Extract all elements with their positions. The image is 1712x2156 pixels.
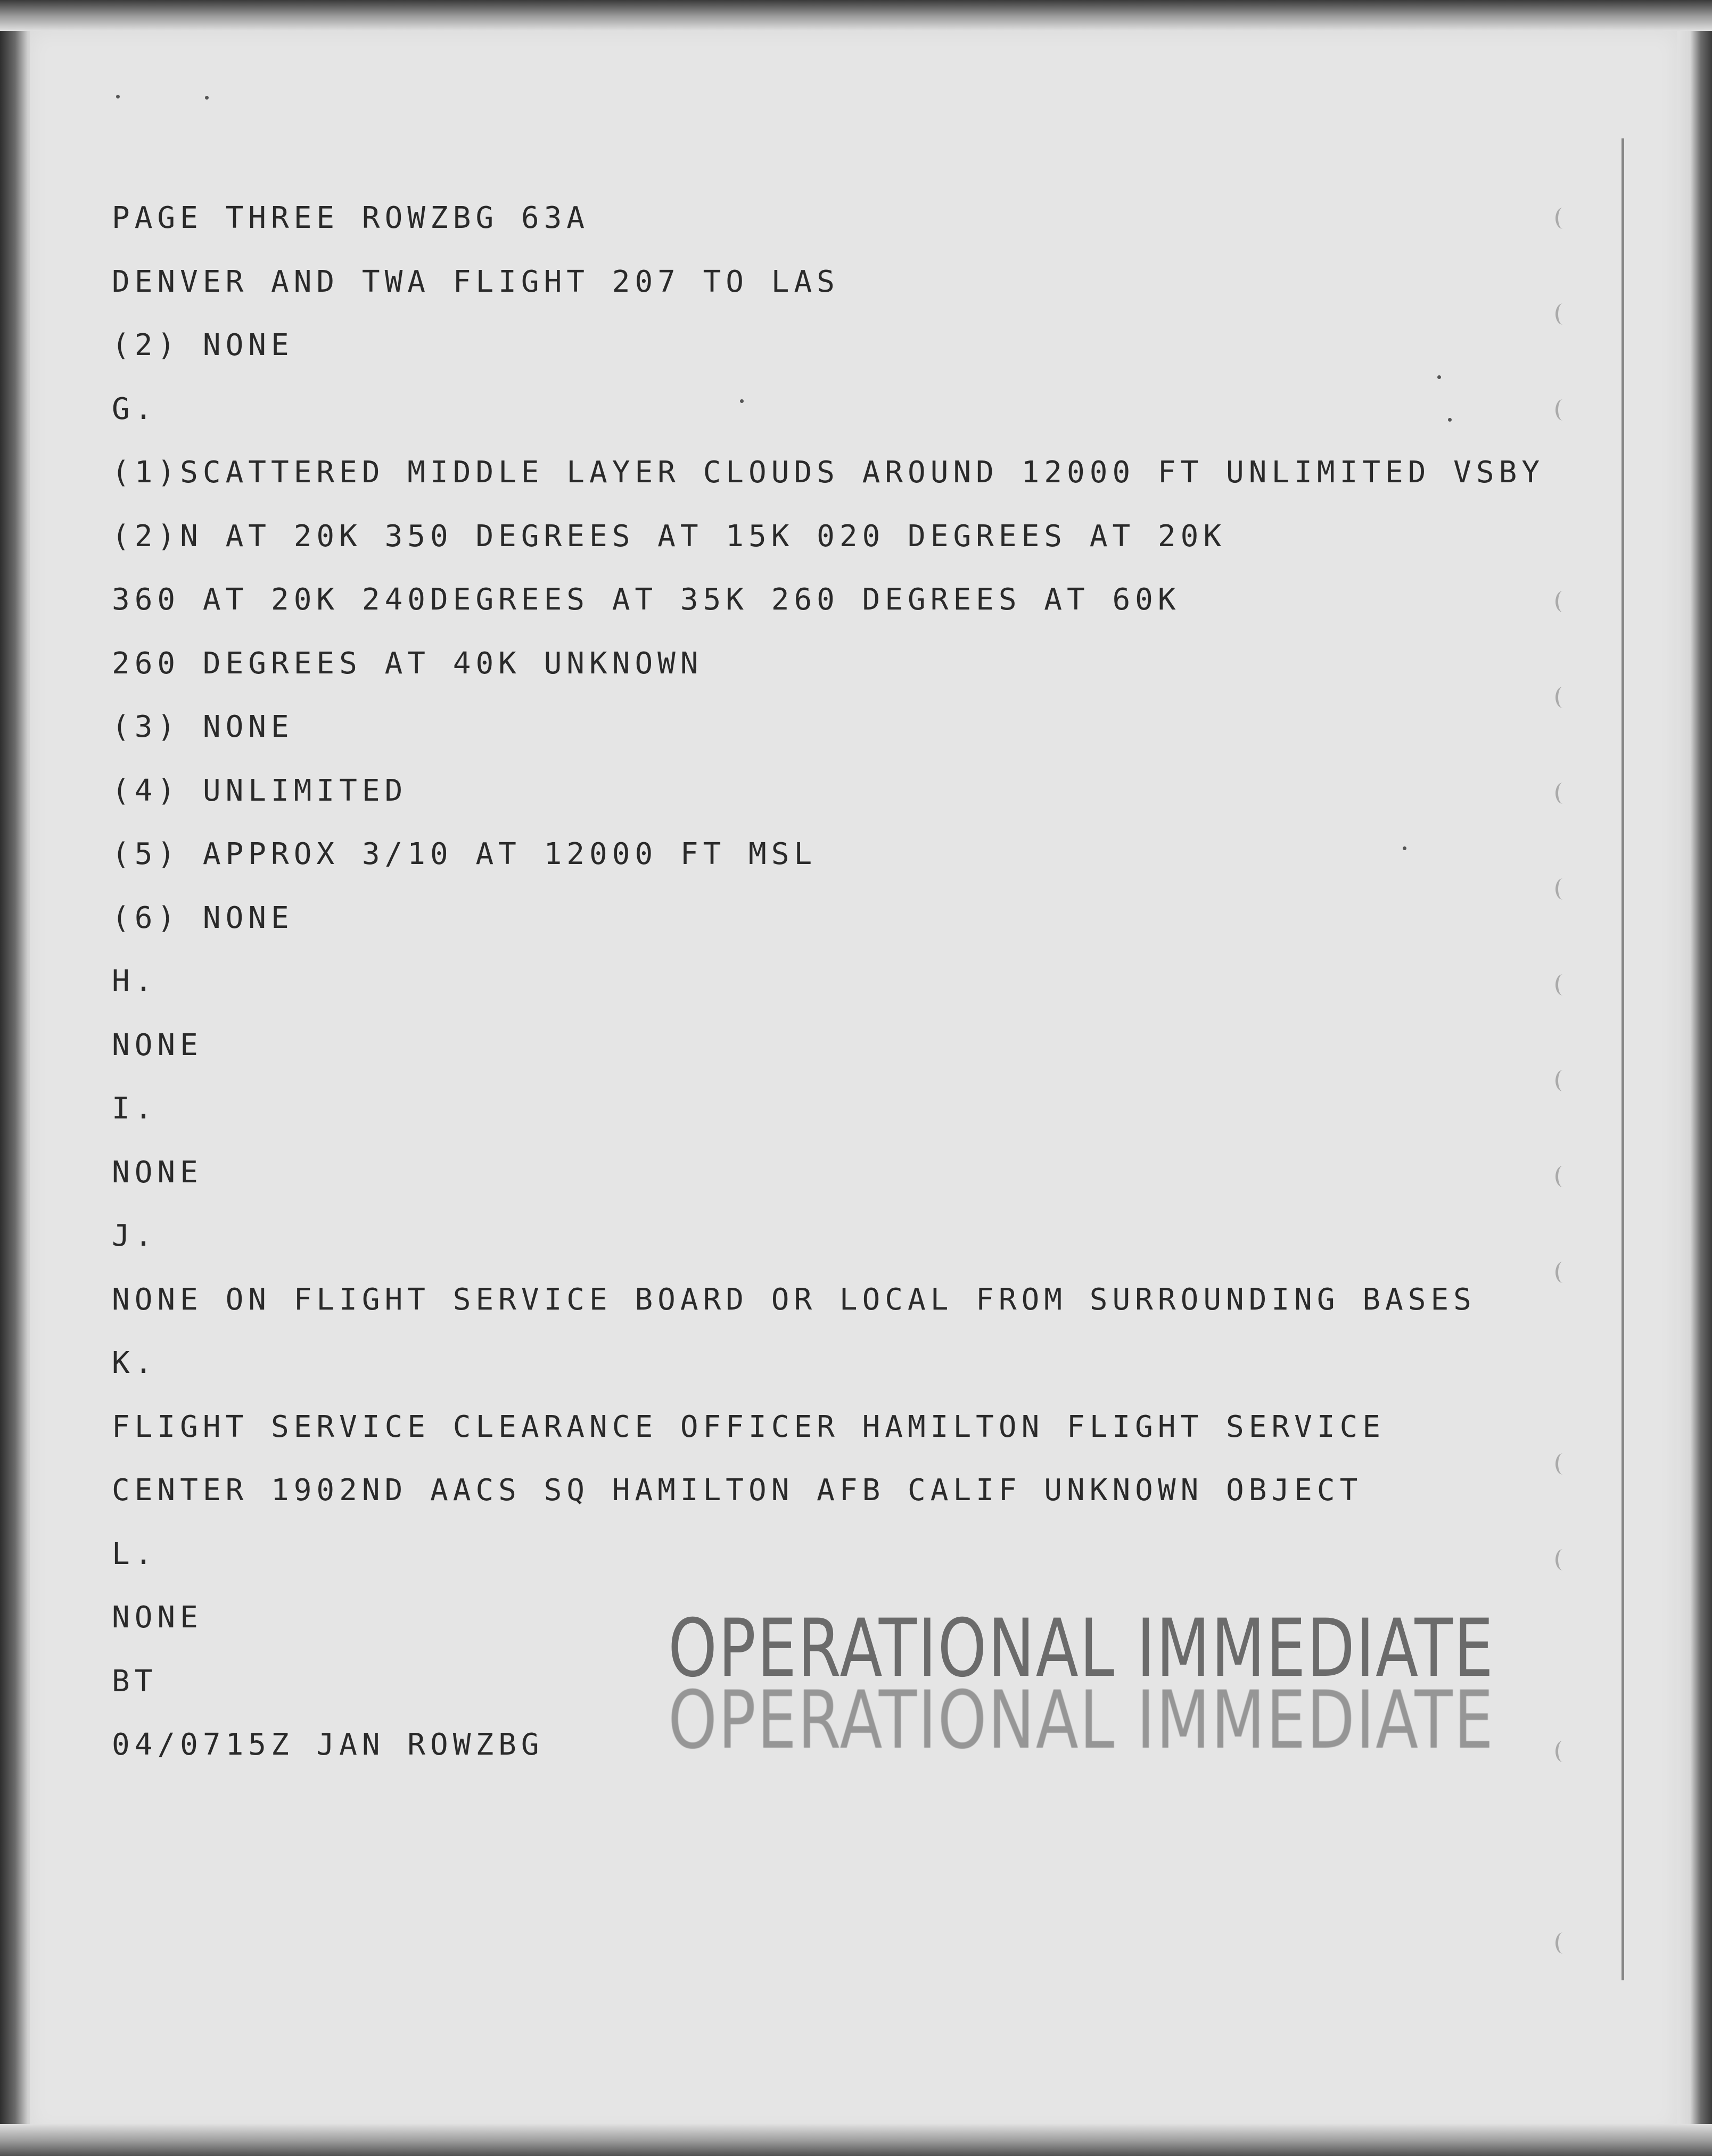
feed-hole — [1555, 1741, 1570, 1762]
feed-hole — [1555, 1549, 1570, 1570]
message-line: (6) NONE — [112, 900, 294, 935]
feed-hole — [1555, 303, 1570, 325]
message-line: L. — [112, 1536, 158, 1571]
message-line: G. — [112, 391, 158, 426]
message-line: (1)SCATTERED MIDDLE LAYER CLOUDS AROUND 12000 FT UNLIMITED VSBY — [112, 455, 1545, 490]
feed-hole — [1555, 1262, 1570, 1283]
message-line: BT — [112, 1664, 158, 1699]
feed-hole — [1555, 1453, 1570, 1475]
message-line: NONE — [112, 1600, 203, 1635]
feed-hole — [1555, 208, 1570, 229]
message-line: FLIGHT SERVICE CLEARANCE OFFICER HAMILTON FLIGHT SERVICE — [112, 1409, 1386, 1444]
feed-hole — [1555, 1166, 1570, 1187]
message-line: I. — [112, 1091, 158, 1126]
tractor-feed-edge — [1622, 138, 1624, 1980]
message-line: (4) UNLIMITED — [112, 773, 408, 808]
message-line: 04/0715Z JAN ROWZBG — [112, 1727, 544, 1762]
message-line: 260 DEGREES AT 40K UNKNOWN — [112, 646, 703, 681]
feed-hole — [1555, 1932, 1570, 1954]
message-line: CENTER 1902ND AACS SQ HAMILTON AFB CALIF UNKNOWN OBJECT — [112, 1473, 1363, 1508]
message-line: J. — [112, 1219, 158, 1253]
precedence-stamp — [668, 1602, 1495, 1767]
message-line: (3) NONE — [112, 710, 294, 744]
scan-speck — [116, 95, 120, 98]
message-line: NONE — [112, 1155, 203, 1190]
message-line: (2)N AT 20K 350 DEGREES AT 15K 020 DEGREES AT 20K — [112, 519, 1227, 554]
feed-hole — [1555, 1070, 1570, 1091]
feed-hole — [1555, 687, 1570, 708]
stamp-text-repeat: OPERATIONAL IMMEDIATE — [668, 1674, 1495, 1767]
feed-hole — [1555, 878, 1570, 900]
feed-hole — [1555, 974, 1570, 995]
scan-bottom-edge — [0, 2124, 1712, 2156]
message-line: (5) APPROX 3/10 AT 12000 FT MSL — [112, 837, 817, 871]
feed-hole — [1555, 783, 1570, 804]
scan-speck — [205, 96, 209, 100]
message-line: NONE — [112, 1027, 203, 1063]
message-line: K. — [112, 1346, 158, 1380]
message-line: NONE ON FLIGHT SERVICE BOARD OR LOCAL FROM SURROUNDING BASES — [112, 1282, 1476, 1317]
message-line: PAGE THREE ROWZBG 63A — [112, 201, 590, 235]
teletype-message — [112, 197, 1544, 1788]
message-line: (2) NONE — [112, 328, 294, 363]
scan-top-edge — [0, 0, 1712, 31]
message-line: 360 AT 20K 240DEGREES AT 35K 260 DEGREES AT 60K — [112, 582, 1181, 617]
feed-hole — [1555, 591, 1570, 612]
feed-hole — [1555, 399, 1570, 421]
message-line: DENVER AND TWA FLIGHT 207 TO LAS — [112, 264, 839, 299]
stamp-text: OPERATIONAL IMMEDIATE — [668, 1602, 1495, 1695]
message-line: H. — [112, 964, 158, 999]
